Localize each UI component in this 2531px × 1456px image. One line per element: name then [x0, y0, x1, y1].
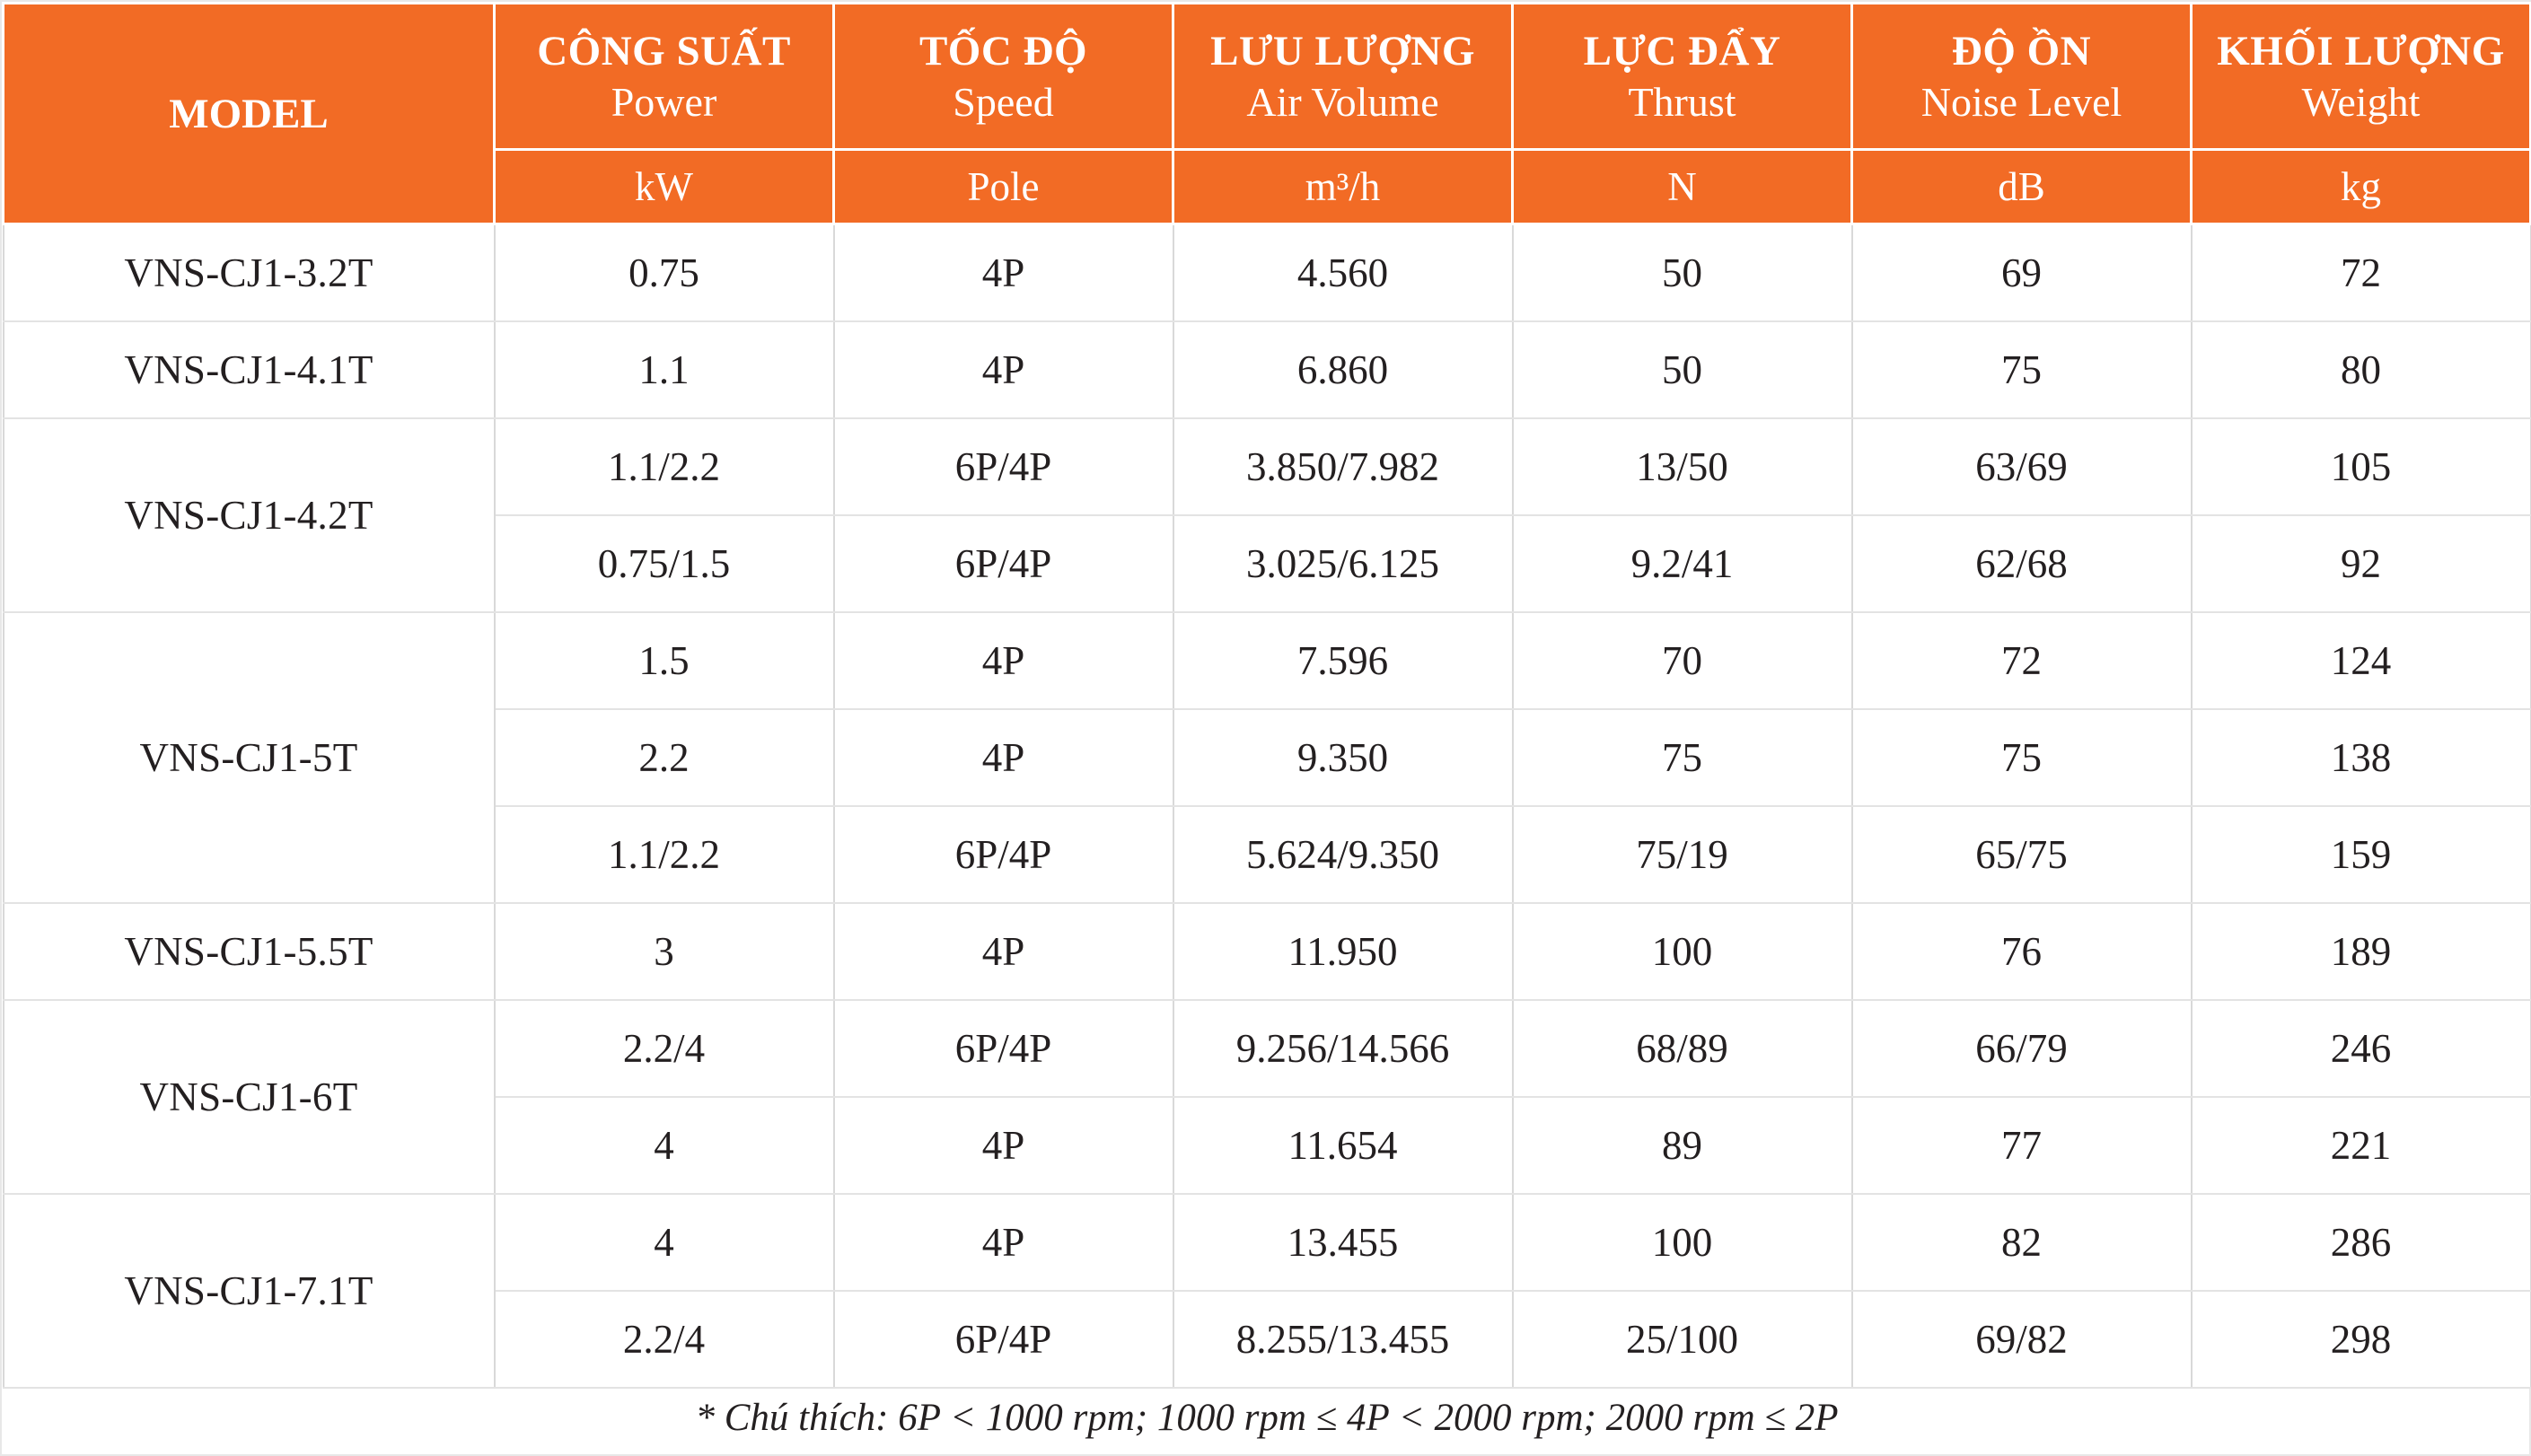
power-cell: 0.75 — [495, 224, 834, 322]
thrust-header — [1513, 4, 1852, 150]
air-volume-cell: 9.350 — [1173, 709, 1513, 806]
air-volume-cell: 13.455 — [1173, 1194, 1513, 1291]
power-unit: kW — [495, 150, 834, 224]
model-name-cell: VNS-CJ1-3.2T — [4, 224, 495, 322]
noise-level-cell: 77 — [1852, 1097, 2192, 1194]
noise-level-cell: 69/82 — [1852, 1291, 2192, 1388]
table-row — [4, 1000, 2531, 1097]
weight-cell: 189 — [2192, 903, 2531, 1000]
thrust-cell: 75 — [1513, 709, 1852, 806]
weight-cell: 159 — [2192, 806, 2531, 903]
noise-level-header-en: Noise Level — [1920, 79, 2122, 125]
weight-cell: 246 — [2192, 1000, 2531, 1097]
air-volume-cell: 11.654 — [1173, 1097, 1513, 1194]
weight-cell: 298 — [2192, 1291, 2531, 1388]
weight-cell: 92 — [2192, 515, 2531, 612]
model-header-label: MODEL — [169, 90, 329, 137]
speed-cell: 4P — [834, 709, 1173, 806]
power-cell: 1.1/2.2 — [495, 806, 834, 903]
speed-cell: 4P — [834, 321, 1173, 418]
air-volume-header — [1173, 4, 1513, 150]
thrust-cell: 100 — [1513, 903, 1852, 1000]
weight-cell: 72 — [2192, 224, 2531, 322]
table-row — [4, 1194, 2531, 1291]
power-header-vi: CÔNG SUẤT — [537, 28, 791, 75]
thrust-cell: 25/100 — [1513, 1291, 1852, 1388]
power-cell: 1.5 — [495, 612, 834, 709]
model-header — [4, 4, 495, 224]
speed-header-en: Speed — [953, 79, 1054, 125]
thrust-cell: 13/50 — [1513, 418, 1852, 515]
table-header — [4, 4, 2531, 224]
power-cell: 3 — [495, 903, 834, 1000]
thrust-unit: N — [1513, 150, 1852, 224]
air-volume-header-vi: LƯU LƯỢNG — [1210, 28, 1475, 75]
air-volume-header-en: Air Volume — [1246, 79, 1439, 125]
weight-cell: 286 — [2192, 1194, 2531, 1291]
noise-level-cell: 69 — [1852, 224, 2192, 322]
table-row — [4, 903, 2531, 1000]
noise-level-cell: 66/79 — [1852, 1000, 2192, 1097]
power-cell: 0.75/1.5 — [495, 515, 834, 612]
table-row — [4, 321, 2531, 418]
weight-cell: 124 — [2192, 612, 2531, 709]
table-body — [4, 224, 2531, 1389]
noise-level-cell: 65/75 — [1852, 806, 2192, 903]
power-header-en: Power — [611, 79, 717, 125]
air-volume-cell: 9.256/14.566 — [1173, 1000, 1513, 1097]
noise-level-cell: 82 — [1852, 1194, 2192, 1291]
air-volume-unit: m³/h — [1173, 150, 1513, 224]
noise-level-cell: 63/69 — [1852, 418, 2192, 515]
weight-cell: 138 — [2192, 709, 2531, 806]
speed-cell: 6P/4P — [834, 806, 1173, 903]
air-volume-cell: 3.850/7.982 — [1173, 418, 1513, 515]
thrust-cell: 89 — [1513, 1097, 1852, 1194]
model-name-cell: VNS-CJ1-5.5T — [4, 903, 495, 1000]
noise-level-cell: 75 — [1852, 321, 2192, 418]
speed-cell: 6P/4P — [834, 515, 1173, 612]
table-row — [4, 612, 2531, 709]
power-cell: 1.1/2.2 — [495, 418, 834, 515]
model-name-cell: VNS-CJ1-7.1T — [4, 1194, 495, 1388]
power-cell: 1.1 — [495, 321, 834, 418]
model-name-cell: VNS-CJ1-5T — [4, 612, 495, 903]
speed-header — [834, 4, 1173, 150]
speed-cell: 6P/4P — [834, 418, 1173, 515]
power-cell: 2.2 — [495, 709, 834, 806]
noise-level-cell: 72 — [1852, 612, 2192, 709]
table-row — [4, 418, 2531, 515]
speed-cell: 4P — [834, 224, 1173, 322]
speed-cell: 4P — [834, 612, 1173, 709]
weight-header-vi: KHỐI LƯỢNG — [2217, 28, 2505, 75]
thrust-header-vi: LỰC ĐẨY — [1583, 28, 1781, 75]
power-cell: 4 — [495, 1097, 834, 1194]
thrust-cell: 50 — [1513, 224, 1852, 322]
thrust-cell: 50 — [1513, 321, 1852, 418]
air-volume-cell: 3.025/6.125 — [1173, 515, 1513, 612]
air-volume-cell: 7.596 — [1173, 612, 1513, 709]
speed-cell: 4P — [834, 1097, 1173, 1194]
noise-level-unit: dB — [1852, 150, 2192, 224]
speed-cell: 4P — [834, 1194, 1173, 1291]
weight-cell: 105 — [2192, 418, 2531, 515]
thrust-header-en: Thrust — [1628, 79, 1736, 125]
power-cell: 4 — [495, 1194, 834, 1291]
noise-level-cell: 76 — [1852, 903, 2192, 1000]
power-cell: 2.2/4 — [495, 1000, 834, 1097]
model-name-cell: VNS-CJ1-4.2T — [4, 418, 495, 612]
weight-cell: 221 — [2192, 1097, 2531, 1194]
footnote: * Chú thích: 6P < 1000 rpm; 1000 rpm ≤ 4P < 2000 rpm; 2000 rpm ≤ 2P — [4, 1388, 2531, 1446]
thrust-cell: 9.2/41 — [1513, 515, 1852, 612]
noise-level-cell: 62/68 — [1852, 515, 2192, 612]
thrust-cell: 68/89 — [1513, 1000, 1852, 1097]
weight-header-en: Weight — [2301, 79, 2421, 125]
air-volume-cell: 4.560 — [1173, 224, 1513, 322]
weight-cell: 80 — [2192, 321, 2531, 418]
speed-cell: 4P — [834, 903, 1173, 1000]
noise-level-header — [1852, 4, 2192, 150]
power-cell: 2.2/4 — [495, 1291, 834, 1388]
thrust-cell: 100 — [1513, 1194, 1852, 1291]
air-volume-cell: 11.950 — [1173, 903, 1513, 1000]
thrust-cell: 70 — [1513, 612, 1852, 709]
weight-unit: kg — [2192, 150, 2531, 224]
speed-unit: Pole — [834, 150, 1173, 224]
thrust-cell: 75/19 — [1513, 806, 1852, 903]
air-volume-cell: 5.624/9.350 — [1173, 806, 1513, 903]
noise-level-header-vi: ĐỘ ỒN — [1951, 28, 2092, 75]
table-row — [4, 224, 2531, 322]
weight-header — [2192, 4, 2531, 150]
noise-level-cell: 75 — [1852, 709, 2192, 806]
air-volume-cell: 8.255/13.455 — [1173, 1291, 1513, 1388]
speed-cell: 6P/4P — [834, 1000, 1173, 1097]
air-volume-cell: 6.860 — [1173, 321, 1513, 418]
model-name-cell: VNS-CJ1-4.1T — [4, 321, 495, 418]
speed-cell: 6P/4P — [834, 1291, 1173, 1388]
fan-spec-table — [2, 2, 2531, 1446]
power-header — [495, 4, 834, 150]
speed-header-vi: TỐC ĐỘ — [918, 28, 1088, 75]
model-name-cell: VNS-CJ1-6T — [4, 1000, 495, 1194]
